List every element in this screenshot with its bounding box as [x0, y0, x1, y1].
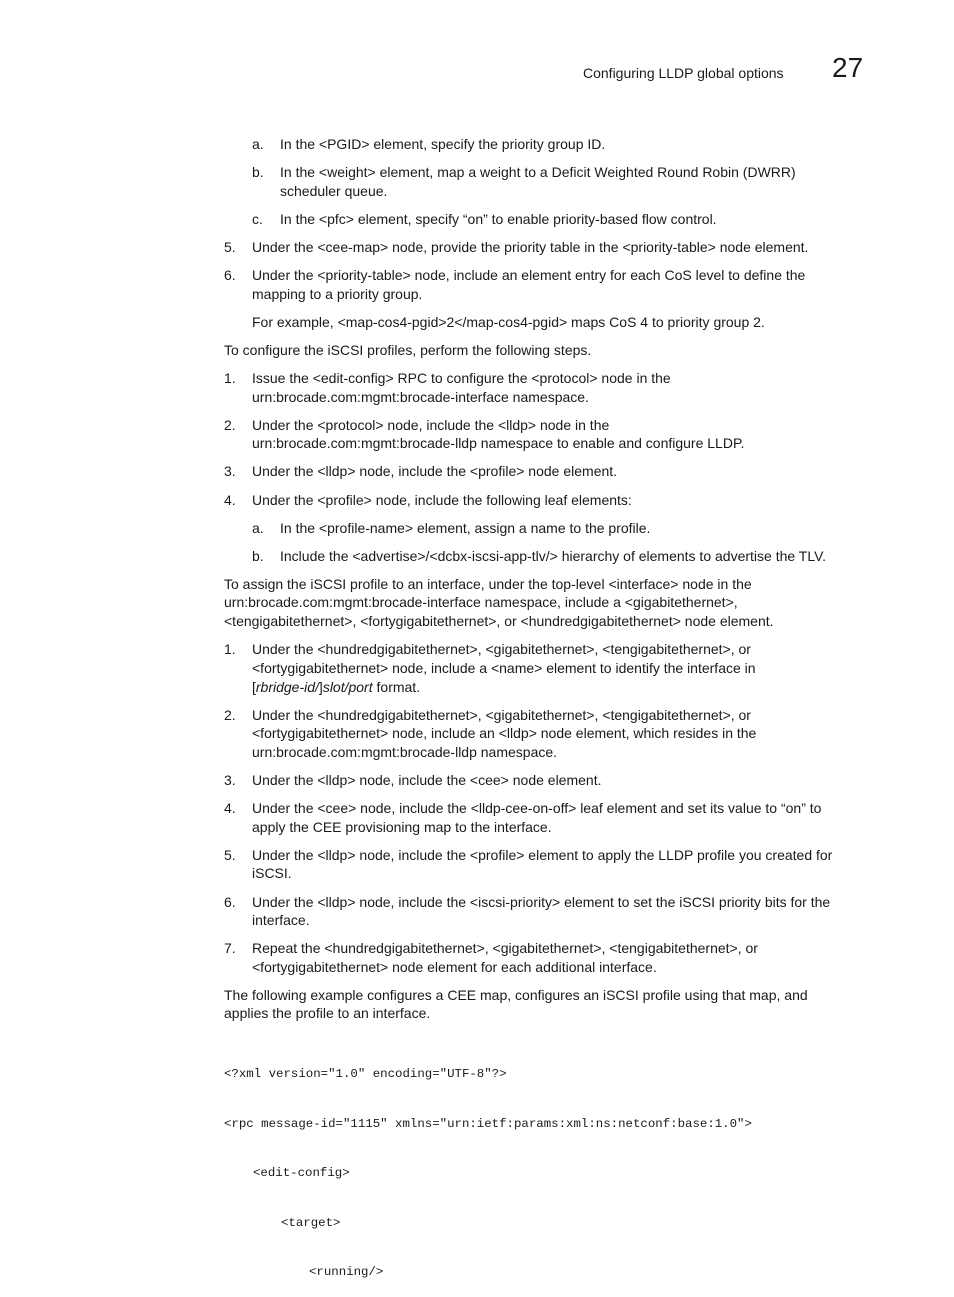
step-label: 1.	[224, 641, 236, 657]
step-text: apply the CEE provisioning map to the interface.	[252, 819, 552, 835]
chapter-number: 27	[832, 52, 864, 83]
step-label: 6.	[224, 267, 236, 283]
list-item-text: Include the <advertise>/<dcbx-iscsi-app-tlv/> hierarchy of elements to advertise the TLV.	[280, 548, 827, 564]
step-label: 5.	[224, 239, 236, 255]
step-label: 1.	[224, 370, 236, 386]
step-text: Under the <lldp> node, include the <profile> element to apply the LLDP profile you created for	[252, 847, 833, 863]
step-text: Under the <lldp> node, include the <iscsi-priority> element to set the iSCSI priority bits for the	[252, 894, 831, 910]
step-text: <fortygigabitethernet> node element for each additional interface.	[252, 959, 657, 975]
step-text: <fortygigabitethernet> node, include an <lldp> node element, which resides in the	[252, 725, 757, 741]
rbridge-id-italic: rbridge-id/	[255, 679, 319, 695]
step-text: Issue the <edit-config> RPC to configure the <protocol> node in the	[252, 370, 671, 386]
paragraph-assign-line: urn:brocade.com:mgmt:brocade-interface namespace, include a <gigabitethernet>,	[224, 594, 738, 610]
step-text: Under the <cee> node, include the <lldp-cee-on-off> leaf element and set its value to “on” to	[252, 800, 822, 816]
paragraph-assign-line: <tengigabitethernet>, <fortygigabitethernet>, or <hundredgigabitethernet> node element.	[224, 613, 774, 629]
list-item-text: In the <weight> element, map a weight to a Deficit Weighted Round Robin (DWRR)	[280, 164, 796, 180]
code-block	[224, 1033, 752, 1297]
paragraph-example-line: applies the profile to an interface.	[224, 1005, 431, 1021]
list-item-text: scheduler queue.	[280, 183, 388, 199]
code-line: <target>	[281, 1215, 341, 1230]
step-text-format	[252, 678, 420, 697]
step-text: Under the <hundredgigabitethernet>, <gigabitethernet>, <tengigabitethernet>, or	[252, 641, 751, 657]
step-text: urn:brocade.com:mgmt:brocade-lldp namespace to enable and configure LLDP.	[252, 435, 745, 451]
list-item-text: In the <PGID> element, specify the priority group ID.	[280, 136, 606, 152]
step-label: 3.	[224, 463, 236, 479]
example-note: For example, <map-cos4-pgid>2</map-cos4-pgid> maps CoS 4 to priority group 2.	[252, 314, 765, 330]
running-header-title: Configuring LLDP global options	[583, 65, 784, 81]
bracket-open: [	[252, 679, 256, 695]
paragraph-example-line: The following example configures a CEE map, configures an iSCSI profile using that map, and	[224, 987, 808, 1003]
step-label: 5.	[224, 847, 236, 863]
slot-port-italic: slot/port	[322, 679, 373, 695]
code-line: <edit-config>	[253, 1166, 350, 1180]
step-text: mapping to a priority group.	[252, 286, 423, 302]
list-label: a.	[252, 136, 264, 152]
code-line: <rpc message-id="1115" xmlns="urn:ietf:params:xml:ns:netconf:base:1.0">	[224, 1116, 752, 1131]
bracket-close: ]	[318, 679, 323, 695]
step-text: Under the <priority-table> node, include an element entry for each CoS level to define the	[252, 267, 806, 283]
step-text: Under the <profile> node, include the following leaf elements:	[252, 492, 632, 508]
format-suffix: format.	[372, 679, 421, 695]
list-item-text: In the <pfc> element, specify “on” to enable priority-based flow control.	[280, 211, 717, 227]
step-text: Under the <lldp> node, include the <profile> node element.	[252, 463, 618, 479]
step-label: 7.	[224, 940, 236, 956]
step-text: <fortygigabitethernet> node, include a <name> element to identify the interface in	[252, 660, 756, 676]
list-label: b.	[252, 548, 264, 564]
step-label: 4.	[224, 492, 236, 508]
step-text: Under the <lldp> node, include the <cee> node element.	[252, 772, 602, 788]
step-label: 2.	[224, 417, 236, 433]
code-line: <?xml version="1.0" encoding="UTF-8"?>	[224, 1067, 507, 1081]
step-label: 6.	[224, 894, 236, 910]
list-label: b.	[252, 164, 264, 180]
paragraph-assign-line: To assign the iSCSI profile to an interface, under the top-level <interface> node in the	[224, 576, 752, 592]
step-label: 2.	[224, 707, 236, 723]
list-label: c.	[252, 211, 263, 227]
step-text: interface.	[252, 912, 310, 928]
step-text: Repeat the <hundredgigabitethernet>, <gigabitethernet>, <tengigabitethernet>, or	[252, 940, 758, 956]
step-text: Under the <hundredgigabitethernet>, <gigabitethernet>, <tengigabitethernet>, or	[252, 707, 751, 723]
code-line: <running/>	[309, 1265, 384, 1279]
step-text: Under the <cee-map> node, provide the priority table in the <priority-table> node element.	[252, 239, 809, 255]
step-text: iSCSI.	[252, 865, 292, 881]
step-text: Under the <protocol> node, include the <lldp> node in the	[252, 417, 610, 433]
list-label: a.	[252, 520, 264, 536]
step-text: urn:brocade.com:mgmt:brocade-lldp namespace.	[252, 744, 558, 760]
step-label: 4.	[224, 800, 236, 816]
list-item-text: In the <profile-name> element, assign a name to the profile.	[280, 520, 651, 536]
paragraph-iscsi-intro: To configure the iSCSI profiles, perform the following steps.	[224, 342, 592, 358]
step-text: urn:brocade.com:mgmt:brocade-interface namespace.	[252, 389, 589, 405]
step-label: 3.	[224, 772, 236, 788]
